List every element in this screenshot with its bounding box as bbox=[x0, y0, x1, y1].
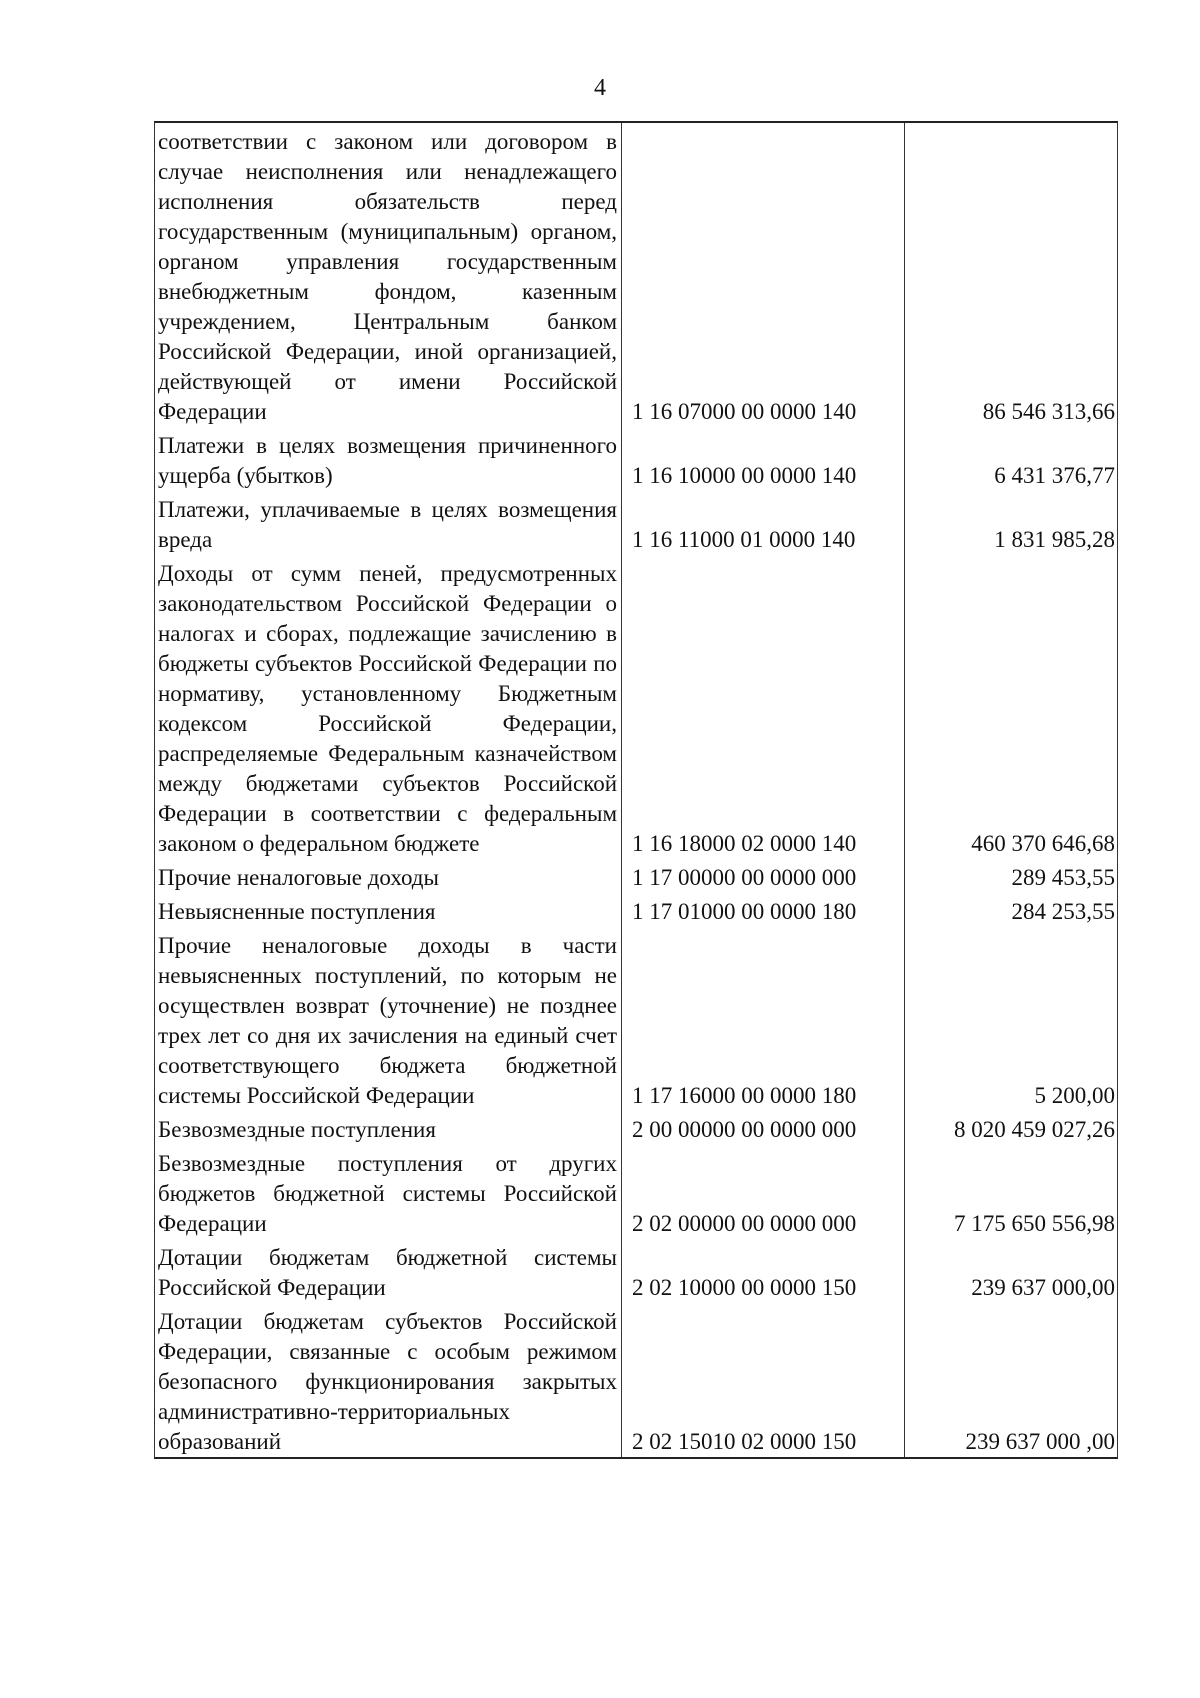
table-row bbox=[155, 1239, 1117, 1303]
budget-code-cell: 1 16 18000 02 0000 140 bbox=[622, 555, 905, 859]
amount-cell: 7 175 650 556,98 bbox=[954, 1211, 1115, 1236]
table-row bbox=[155, 1111, 1117, 1145]
revenue-name-cell: Дотации бюджетам субъектов Российской Федерации, связанные с особым режимом безопасного функционирования закрытых административно-территориальных образований bbox=[155, 1303, 622, 1457]
revenue-name-cell: Безвозмездные поступления bbox=[155, 1111, 622, 1145]
amount-cell: 86 546 313,66 bbox=[982, 399, 1115, 424]
revenue-name-cell: Дотации бюджетам бюджетной системы Российской Федерации bbox=[155, 1239, 622, 1303]
table-row bbox=[155, 1303, 1117, 1457]
amount-cell: 460 370 646,68 bbox=[971, 831, 1115, 856]
revenue-name-cell: соответствии с законом или договором в случае неисполнения или ненадлежащего исполнения обязательств перед государственным (муниципальным) органом, органом управления государственным внебюджетным фондом, казенным учреждением, Центральным банком Российской Федерации, иной организацией, действующей от имени Российской Федерации bbox=[155, 123, 622, 427]
budget-code-cell: 1 17 16000 00 0000 180 bbox=[622, 927, 905, 1111]
revenue-name-cell: Прочие неналоговые доходы bbox=[155, 859, 622, 893]
budget-code-cell: 2 02 15010 02 0000 150 bbox=[622, 1303, 905, 1457]
revenue-name-cell: Невыясненные поступления bbox=[155, 893, 622, 927]
amount-cell: 239 637 000,00 bbox=[971, 1275, 1115, 1300]
revenue-name-cell: Доходы от сумм пеней, предусмотренных законодательством Российской Федерации о налогах и сборах, подлежащие зачислению в бюджеты субъектов Российской Федерации по нормативу, установленному Бюджетным кодексом Российской Федерации, распределяемые Федеральным казначейством между бюджетами субъектов Российской Федерации в соответствии с федеральным законом о федеральном бюджете bbox=[155, 555, 622, 859]
amount-cell: 6 431 376,77 bbox=[994, 463, 1115, 488]
amount-cell: 289 453,55 bbox=[1011, 865, 1115, 890]
revenue-name-cell: Прочие неналоговые доходы в части невыясненных поступлений, по которым не осуществлен возврат (уточнение) не позднее трех лет со дня их зачисления на единый счет соответствующего бюджета бюджетной системы Российской Федерации bbox=[155, 927, 622, 1111]
revenue-name-cell: Платежи, уплачиваемые в целях возмещения вреда bbox=[155, 491, 622, 555]
budget-code-cell: 2 02 10000 00 0000 150 bbox=[622, 1239, 905, 1303]
amount-cell: 8 020 459 027,26 bbox=[954, 1117, 1115, 1142]
table-row bbox=[155, 927, 1117, 1111]
table-row bbox=[155, 491, 1117, 555]
revenue-table bbox=[154, 121, 1118, 1459]
amount-cell: 1 831 985,28 bbox=[994, 527, 1115, 552]
amount-cell: 239 637 000 ,00 bbox=[965, 1429, 1115, 1454]
table-row bbox=[155, 859, 1117, 893]
budget-code-cell: 1 16 07000 00 0000 140 bbox=[622, 123, 905, 427]
budget-code-cell: 1 16 10000 00 0000 140 bbox=[622, 427, 905, 491]
revenue-name-cell: Платежи в целях возмещения причиненного ущерба (убытков) bbox=[155, 427, 622, 491]
page-number: 4 bbox=[594, 75, 606, 101]
budget-code-cell: 1 16 11000 01 0000 140 bbox=[622, 491, 905, 555]
budget-code-cell: 1 17 00000 00 0000 000 bbox=[622, 859, 905, 893]
budget-code-cell: 2 00 00000 00 0000 000 bbox=[622, 1111, 905, 1145]
revenue-name-cell: Безвозмездные поступления от других бюджетов бюджетной системы Российской Федерации bbox=[155, 1145, 622, 1239]
table-row bbox=[155, 893, 1117, 927]
amount-cell: 5 200,00 bbox=[1034, 1083, 1115, 1108]
table-row bbox=[155, 427, 1117, 491]
table-row bbox=[155, 1145, 1117, 1239]
table-row bbox=[155, 555, 1117, 859]
budget-code-cell: 1 17 01000 00 0000 180 bbox=[622, 893, 905, 927]
amount-cell: 284 253,55 bbox=[1011, 899, 1115, 924]
table-row bbox=[155, 123, 1117, 427]
budget-code-cell: 2 02 00000 00 0000 000 bbox=[622, 1145, 905, 1239]
